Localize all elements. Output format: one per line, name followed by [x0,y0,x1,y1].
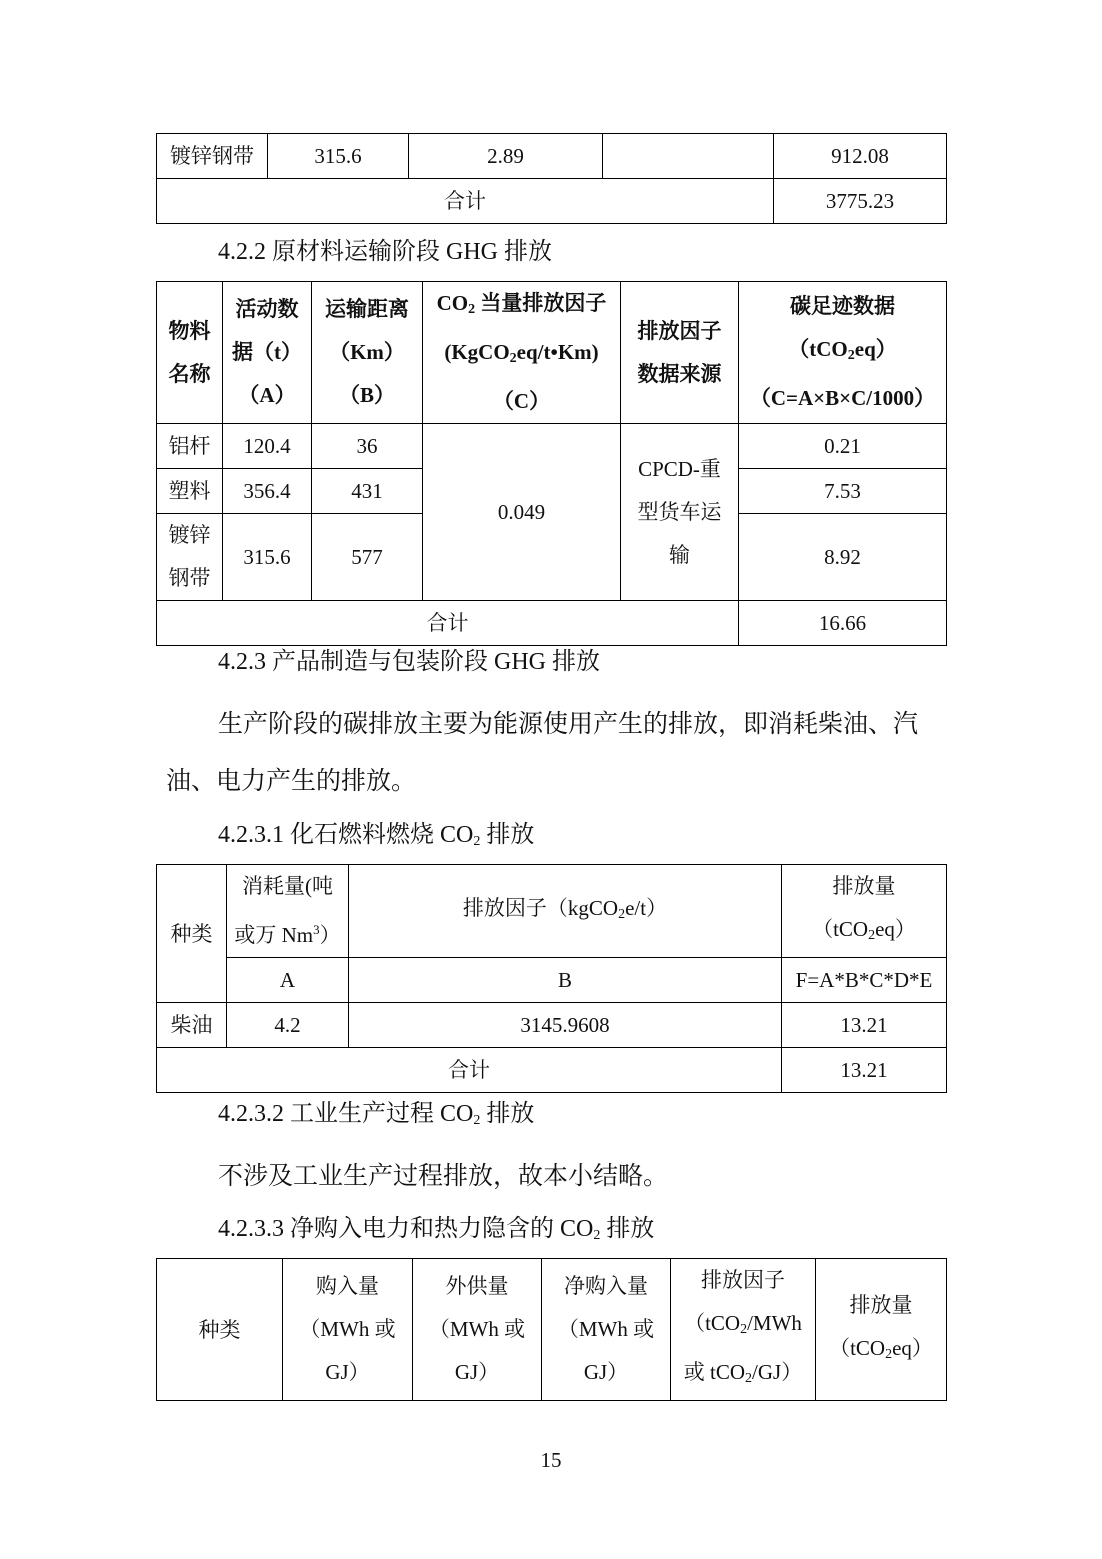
cell-text: 钢带 [168,566,211,590]
header-text: eq） [854,337,897,361]
header-text: /GJ） [752,1360,803,1384]
header-text [671,1302,815,1351]
table-total-row [157,601,947,646]
cell-material [157,514,223,601]
cell-activity: 120.4 [223,424,312,469]
table-row [157,424,947,469]
cell-carbon-footprint: 8.92 [739,514,947,601]
header-text: GJ） [583,1360,629,1384]
heading-text: 4.2.3.1 化石燃料燃烧 CO [218,822,474,848]
header-supplied [413,1259,542,1401]
total-label: 合计 [157,601,739,646]
header-text: （C=A×B×C/1000） [749,386,936,410]
header-factor [349,865,782,958]
header-purchased [283,1259,413,1401]
cell-material: 塑料 [157,469,223,514]
table-electricity-heat-emissions [156,1258,947,1401]
header-text: /MWh [747,1311,802,1335]
header-text: （C） [492,389,551,413]
header-text: 或万 Nm [234,923,314,947]
cell-material: 铝杆 [157,424,223,469]
superscript: 3 [313,922,320,937]
header-text [423,331,620,380]
header-text: 或 tCO [683,1360,746,1384]
header-text [816,1327,946,1376]
header-text: 数据来源 [637,361,722,386]
header-text: 运输距离 [325,297,409,321]
subscript: 2 [847,348,855,363]
subscript: 2 [473,1113,481,1128]
header-text: （Km） [329,340,405,364]
section-heading-4-2-3: 4.2.3 产品制造与包装阶段 GHG 排放 [218,649,600,675]
header-text: 活动数 [235,297,299,321]
subscript: 2 [509,351,517,366]
total-value: 13.21 [782,1048,947,1093]
header-material-name [157,282,223,424]
header-text: 排放量 [849,1292,913,1317]
header-text: 排放因子（kgCO [462,895,619,920]
header-text: 购入量 [316,1274,379,1298]
table-row [157,134,947,179]
header-factor [671,1259,816,1401]
header-text: （MWh 或 [428,1317,526,1341]
heading-text: 排放 [480,1101,535,1127]
header-text: CO [436,291,469,315]
header-net-purchased [542,1259,671,1401]
cell-carbon-footprint: 7.53 [739,469,947,514]
header-text: e/t） [625,895,668,920]
cell-distance: 431 [312,469,423,514]
table-material-emissions-continued [156,133,947,224]
table-header-row [157,282,947,424]
header-type: 种类 [157,1259,283,1401]
cell-factor: 2.89 [409,134,603,179]
section-heading-4-2-3-3 [218,1214,654,1251]
paragraph: 不涉及工业生产过程排放，故本小结略。 [218,1163,669,1190]
table-fossil-fuel-emissions [156,864,947,1093]
header-text: （A） [238,383,296,407]
cell-carbon-footprint: 0.21 [739,424,947,469]
cell-activity: 356.4 [223,469,312,514]
table-header-row [157,958,947,1003]
cell-activity: 315.6 [223,514,312,601]
paragraph: 油、电力产生的排放。 [166,768,417,795]
header-text [423,282,620,331]
cell-factor-merged: 0.049 [423,424,621,601]
header-factor [423,282,621,424]
subscript: 2 [593,1228,601,1243]
subscript: 2 [468,302,476,317]
header-text: 净购入量 [564,1274,648,1298]
header-text: （MWh 或 [557,1317,655,1341]
section-heading-4-2-2: 4.2.2 原材料运输阶段 GHG 排放 [218,239,552,265]
total-value: 16.66 [739,601,947,646]
subscript: 2 [885,1346,893,1362]
table-header-row [157,865,947,958]
header-activity [223,282,312,424]
header-text: 排放因子 [637,318,722,343]
cell-consumption: 4.2 [227,1003,349,1048]
table-total-row [157,179,947,224]
header-emission [782,865,947,958]
heading-text: 排放 [480,822,535,848]
cell-type: 柴油 [157,1003,227,1048]
section-heading-4-2-3-1 [218,820,534,857]
table-row [157,1003,947,1048]
table-transport-emissions [156,281,947,646]
header-text: 据（t） [232,340,302,364]
header-text: 碳足迹数据 [790,294,895,318]
subscript: 2 [868,928,876,943]
total-label: 合计 [157,179,774,224]
table-total-row [157,1048,947,1093]
total-value: 3775.23 [774,179,947,224]
header-text: ） [319,923,341,947]
heading-text: 4.2.3.2 工业生产过程 CO [218,1101,474,1127]
subscript: 2 [745,1371,753,1386]
cell-emission: 13.21 [782,1003,947,1048]
header-text: 物料名称 [168,318,211,386]
header-carbon-footprint [739,282,947,424]
source-text: 输 [669,542,690,567]
cell-quantity: 315.6 [268,134,409,179]
header-emission [816,1259,947,1401]
section-heading-4-2-3-2 [218,1099,534,1136]
cell-distance: 36 [312,424,423,469]
cell-emission: 912.08 [774,134,947,179]
column-formula-f: F=A*B*C*D*E [782,958,947,1003]
header-distance [312,282,423,424]
subscript: 2 [740,1322,748,1337]
subscript: 2 [473,834,481,849]
header-text: eq） [892,1335,933,1360]
header-text: 排放量 [832,874,896,898]
header-text: （MWh 或 [299,1317,396,1341]
header-source [621,282,739,424]
cell-distance: 577 [312,514,423,601]
table-header-row [157,1259,947,1401]
cell-material: 镀锌钢带 [157,134,268,179]
cell-factor: 3145.9608 [349,1003,782,1048]
source-text: 型货车运 [637,499,722,524]
header-text: 外供量 [445,1274,509,1298]
header-text [739,328,946,377]
cell-source-merged [621,424,739,601]
column-letter-b: B [349,958,782,1003]
column-letter-a: A [227,958,349,1003]
header-text: （tCO [829,1335,886,1360]
header-text: （tCO [684,1311,741,1335]
header-text: 当量排放因子 [475,291,607,315]
total-label: 合计 [157,1048,782,1093]
cell-text: 镀锌 [168,523,211,547]
header-text: （B） [338,383,395,407]
header-text: （tCO [788,337,848,361]
header-text: 消耗量(吨 [242,874,333,898]
header-text [782,908,946,957]
header-type: 种类 [157,865,227,1003]
header-text [227,908,348,957]
header-text: （tCO [812,917,869,941]
page-number: 15 [540,1448,562,1472]
heading-text: 排放 [600,1216,655,1242]
header-text: (KgCO [444,340,510,364]
heading-text: 4.2.3.3 净购入电力和热力隐含的 CO [218,1216,594,1242]
header-text: eq/t•Km) [516,340,599,364]
source-text: CPCD-重 [638,456,721,481]
subscript: 2 [618,906,626,922]
cell-source [603,134,774,179]
header-text: GJ） [325,1360,370,1384]
paragraph: 生产阶段的碳排放主要为能源使用产生的排放，即消耗柴油、汽 [218,711,919,738]
header-text: GJ） [454,1360,500,1384]
header-consumption [227,865,349,958]
header-text [671,1351,815,1400]
header-text: 排放因子 [701,1268,785,1292]
header-text: eq） [875,917,916,941]
